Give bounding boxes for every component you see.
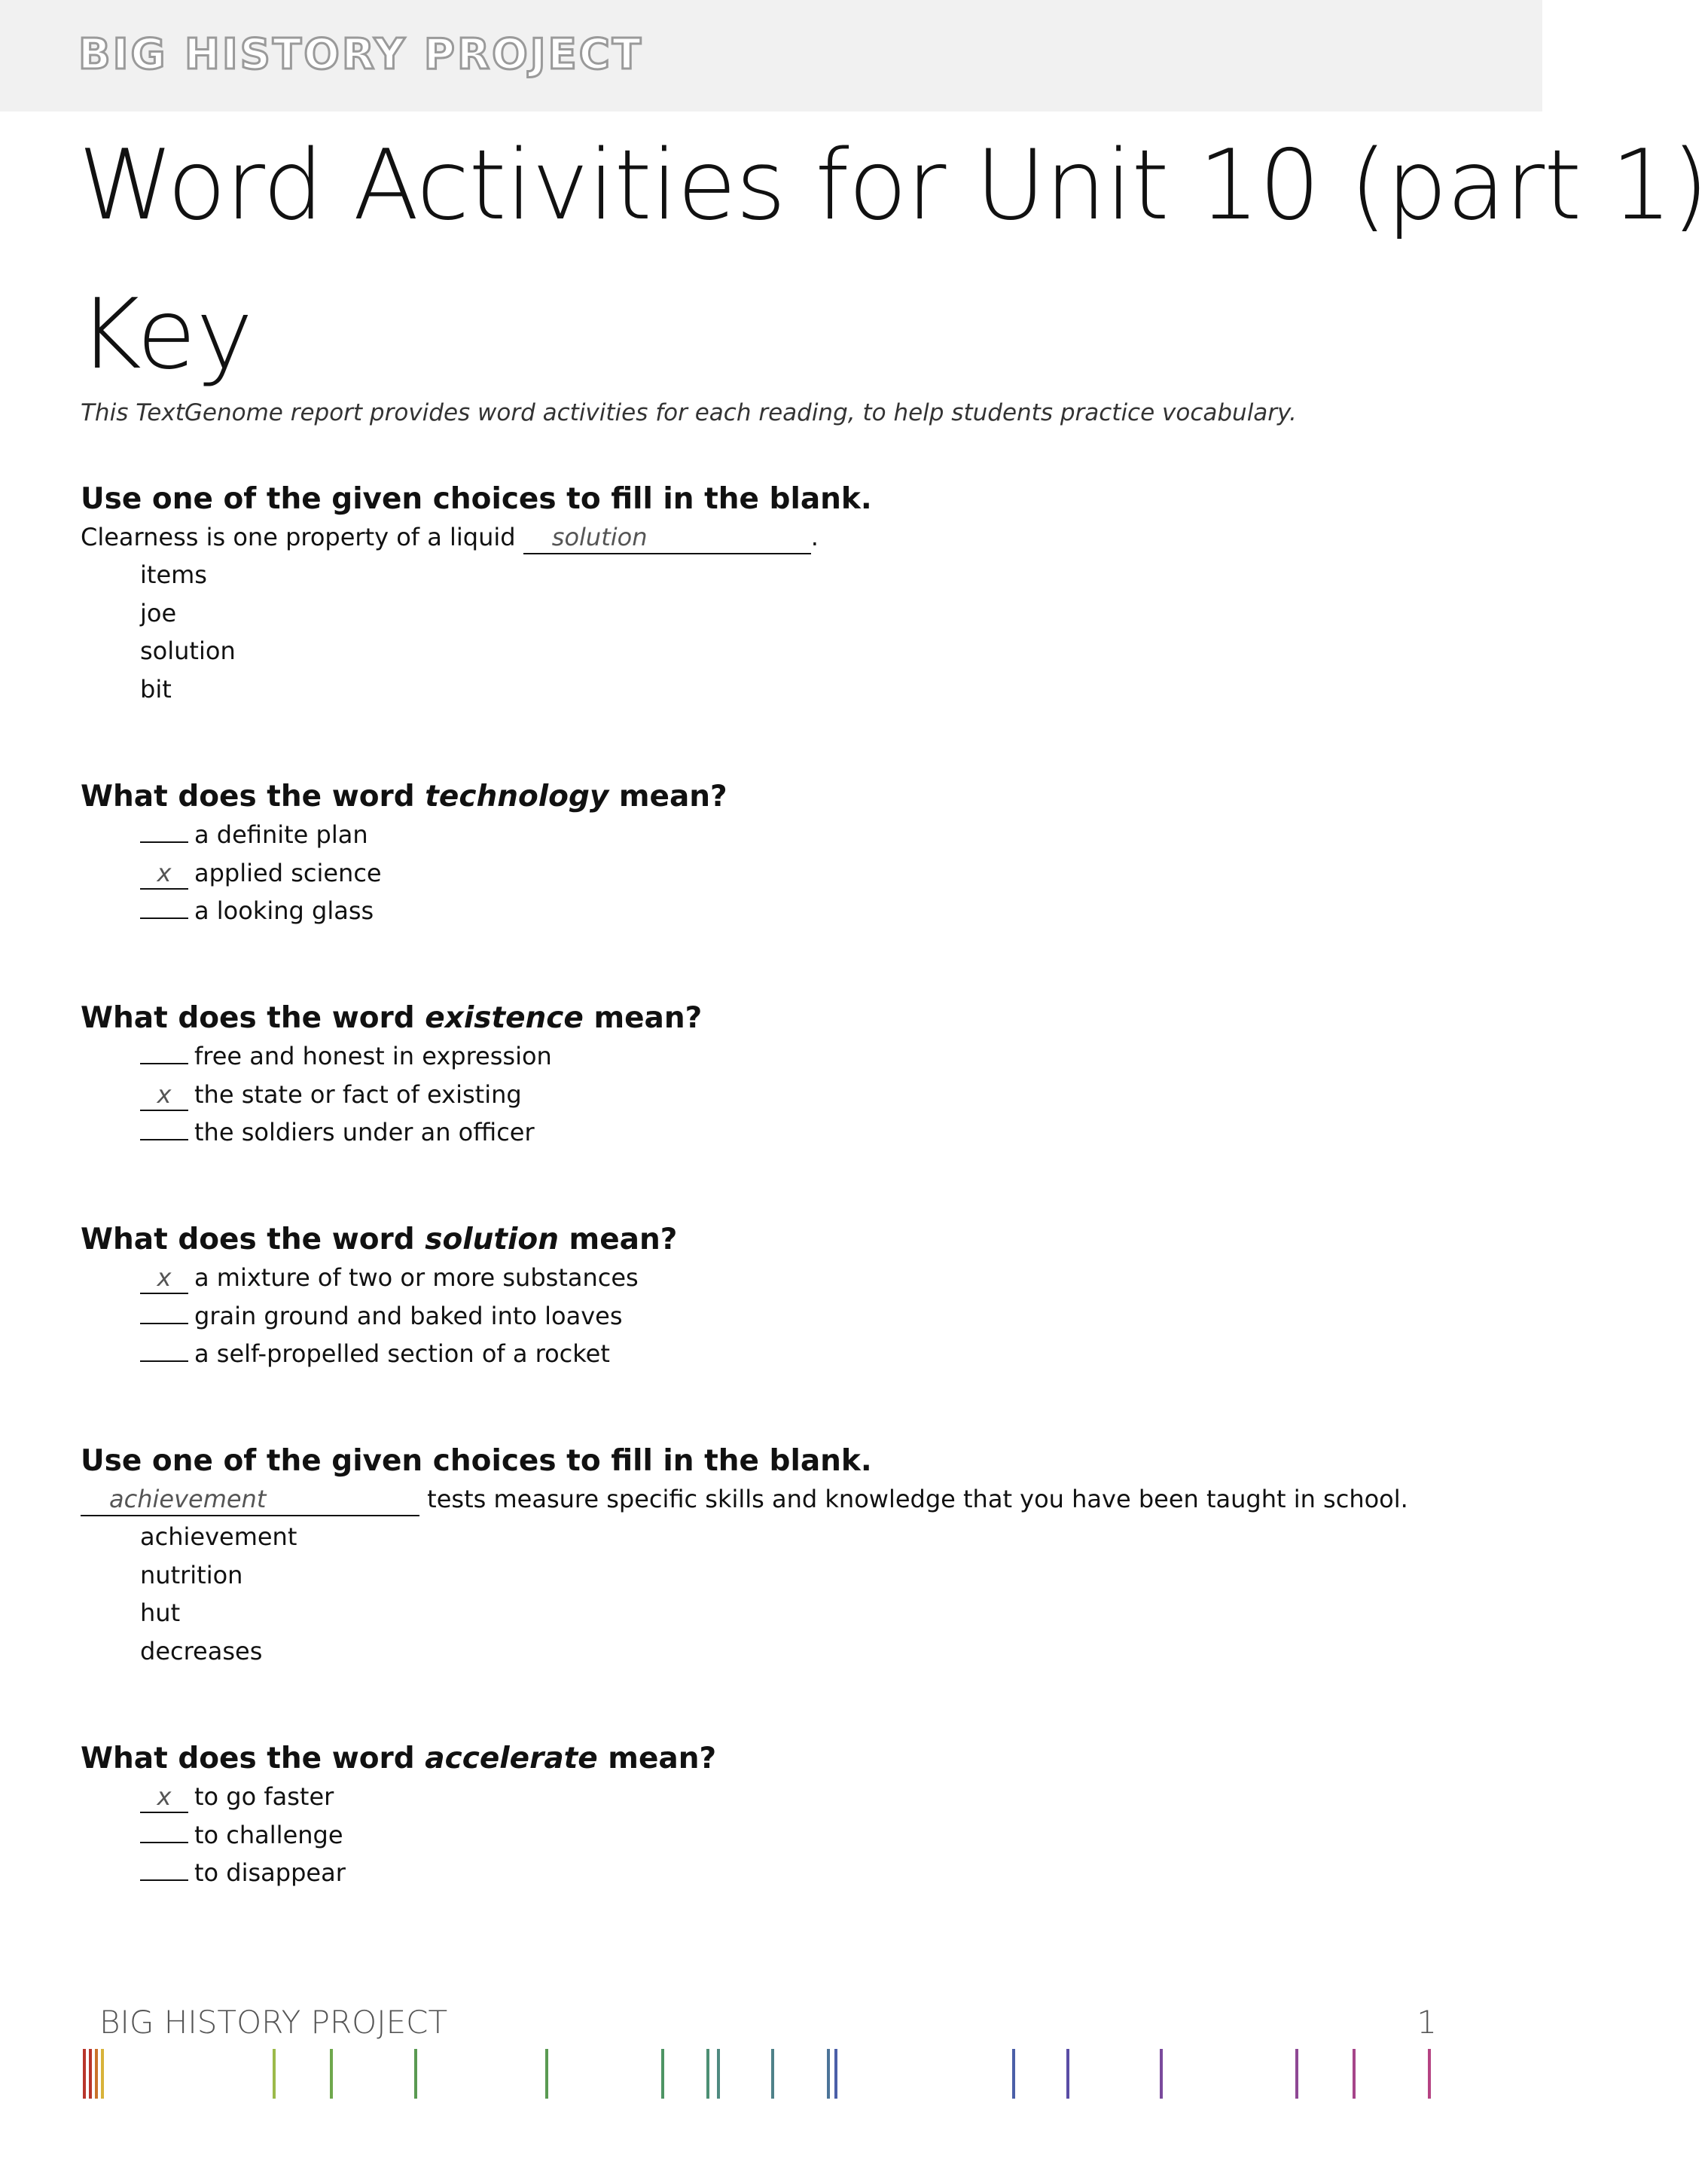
activity-definition-technology <box>81 778 727 930</box>
timeline-bar <box>95 2049 98 2099</box>
answer-blank: solution <box>523 521 811 554</box>
choice-item: achievement <box>140 1522 297 1551</box>
answer-mark <box>140 917 188 919</box>
option-text: a definite plan <box>194 820 368 849</box>
timeline-bar <box>1428 2049 1431 2099</box>
heading-text: mean? <box>558 1223 678 1256</box>
page-title: Word Activities for Unit 10 (part 1) <box>78 130 1708 242</box>
option-list <box>140 1037 702 1152</box>
timeline-bar <box>89 2049 92 2099</box>
timeline-bar <box>1353 2049 1356 2099</box>
choice-item: items <box>140 560 207 589</box>
option-item <box>140 1037 702 1076</box>
answer-mark <box>140 1842 188 1843</box>
header-band <box>0 0 1542 111</box>
option-list <box>140 1778 716 1892</box>
heading-word: solution <box>425 1223 559 1256</box>
option-item <box>140 1259 677 1297</box>
option-text: free and honest in expression <box>194 1042 552 1070</box>
heading-text: mean? <box>597 1742 717 1775</box>
answer-mark: x <box>140 858 188 890</box>
option-list <box>140 816 727 930</box>
answer-mark <box>140 1063 188 1064</box>
answer-mark: x <box>140 1079 188 1111</box>
activity-heading <box>81 778 727 816</box>
timeline-bar <box>771 2049 774 2099</box>
heading-text: What does the word <box>81 1223 425 1256</box>
answer-mark: x <box>140 1782 188 1813</box>
choice-item: joe <box>140 598 177 627</box>
timeline-bar <box>706 2049 709 2099</box>
heading-text: mean? <box>583 1001 703 1035</box>
timeline-bar <box>545 2049 548 2099</box>
heading-text: What does the word <box>81 780 425 814</box>
activity-heading <box>81 1740 716 1778</box>
answer-mark <box>140 1360 188 1362</box>
option-item <box>140 1816 716 1855</box>
option-item <box>140 816 727 854</box>
heading-word: accelerate <box>425 1742 598 1775</box>
option-text: to disappear <box>194 1858 346 1887</box>
option-item <box>140 1778 716 1816</box>
timeline-bar <box>1012 2049 1015 2099</box>
answer-mark <box>140 1139 188 1140</box>
option-list <box>140 1259 677 1373</box>
timeline-bar <box>414 2049 417 2099</box>
heading-text: mean? <box>608 780 727 814</box>
timeline-bar <box>1295 2049 1298 2099</box>
option-text: grain ground and baked into loaves <box>194 1301 623 1330</box>
activity-heading: Use one of the given choices to fill in the blank. <box>81 1444 872 1478</box>
option-text: a mixture of two or more substances <box>194 1263 639 1292</box>
option-text: the state or fact of existing <box>194 1079 522 1109</box>
activity-definition-solution <box>81 1221 677 1373</box>
activity-definition-existence <box>81 1000 702 1152</box>
sentence-text: tests measure specific skills and knowledge that you have been taught in school. <box>419 1485 1408 1513</box>
heading-text: What does the word <box>81 1742 425 1775</box>
sentence-text: . <box>810 523 819 551</box>
option-text: to go faster <box>194 1782 334 1811</box>
choice-item: nutrition <box>140 1560 243 1589</box>
timeline-bar <box>330 2049 333 2099</box>
activity-heading <box>81 1000 702 1037</box>
page-number: 1 <box>1417 2004 1437 2041</box>
choice-list <box>140 556 872 708</box>
timeline-bar <box>717 2049 720 2099</box>
footer-timeline-bars <box>0 2049 1542 2102</box>
activity-fill-blank-1 <box>81 481 872 708</box>
timeline-bar <box>1066 2049 1069 2099</box>
option-text: a looking glass <box>194 896 374 925</box>
timeline-bar <box>661 2049 664 2099</box>
activity-fill-blank-2 <box>81 1443 1408 1670</box>
option-text: applied science <box>194 858 382 887</box>
option-text: the soldiers under an officer <box>194 1118 535 1146</box>
timeline-bar <box>1160 2049 1163 2099</box>
option-item <box>140 1297 677 1336</box>
answer-mark <box>140 1323 188 1324</box>
answer-mark <box>140 841 188 843</box>
heading-word: existence <box>425 1001 584 1035</box>
option-item <box>140 892 727 930</box>
activity-sentence <box>81 518 872 556</box>
activity-definition-accelerate <box>81 1740 716 1892</box>
option-item <box>140 1854 716 1892</box>
activity-heading <box>81 1221 677 1259</box>
option-text: a self-propelled section of a rocket <box>194 1339 610 1368</box>
heading-text: What does the word <box>81 1001 425 1035</box>
header-brand-logo: BIG HISTORY PROJECT <box>78 30 644 79</box>
timeline-bar <box>101 2049 104 2099</box>
option-item <box>140 1076 702 1114</box>
heading-word: technology <box>425 780 609 814</box>
option-text: to challenge <box>194 1820 343 1849</box>
page-title-key: Key <box>78 279 254 391</box>
answer-mark: x <box>140 1262 188 1294</box>
sentence-text: Clearness is one property of a liquid <box>81 523 523 551</box>
choice-item: solution <box>140 637 236 665</box>
option-item <box>140 1335 677 1373</box>
timeline-bar <box>83 2049 86 2099</box>
timeline-bar <box>834 2049 837 2099</box>
choice-item: bit <box>140 674 172 704</box>
answer-mark <box>140 1879 188 1881</box>
activity-heading: Use one of the given choices to fill in the blank. <box>81 482 872 516</box>
timeline-bar <box>273 2049 276 2099</box>
activity-sentence <box>81 1480 1408 1518</box>
choice-list <box>140 1518 1408 1670</box>
answer-blank: achievement <box>81 1483 419 1516</box>
timeline-bar <box>827 2049 830 2099</box>
footer-brand: BIG HISTORY PROJECT <box>99 2004 448 2041</box>
choice-item: hut <box>140 1598 181 1627</box>
option-item <box>140 854 727 893</box>
choice-item: decreases <box>140 1636 263 1665</box>
page-subtitle: This TextGenome report provides word activities for each reading, to help students practice vocabulary. <box>81 399 1297 426</box>
option-item <box>140 1113 702 1152</box>
